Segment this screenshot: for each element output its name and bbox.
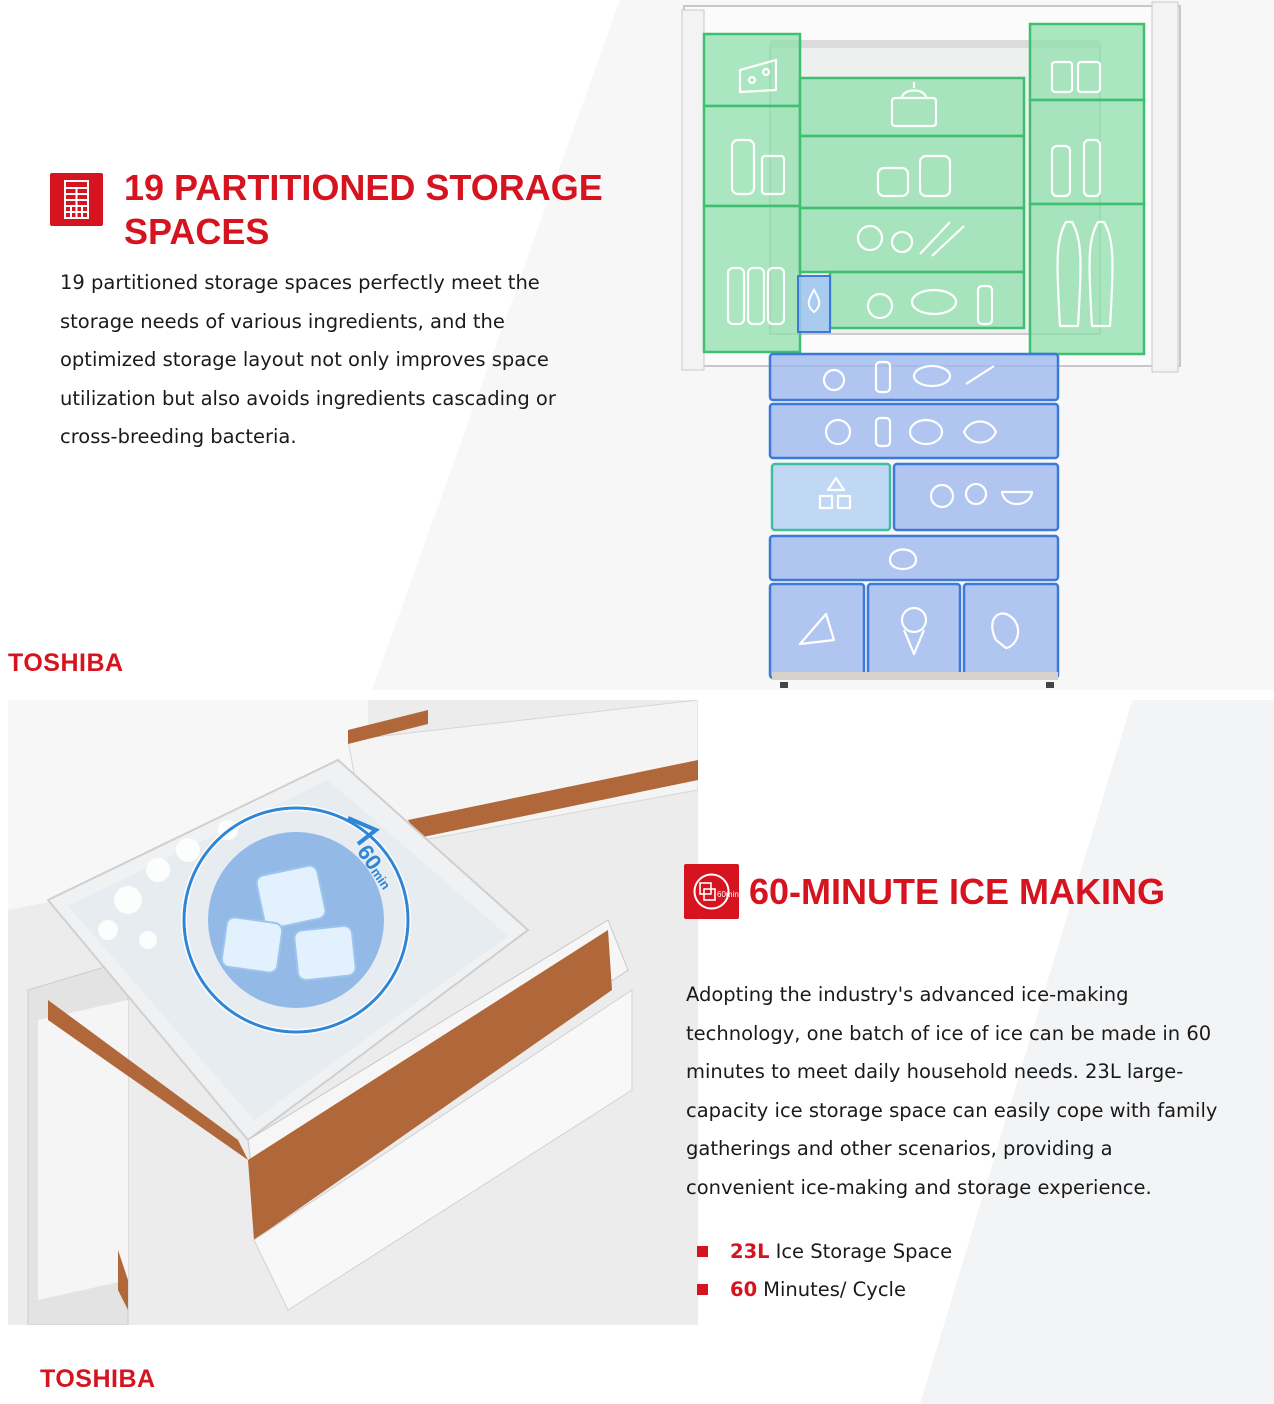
ice-drawer-photo	[8, 700, 698, 1325]
fridge-compartments-diagram	[680, 0, 1200, 690]
fridge-zone-chiller	[830, 272, 1024, 328]
fridge-zone-shelf-1	[800, 78, 1024, 136]
section-title	[124, 166, 603, 254]
description-line: utilization but also avoids ingredients cascading or	[60, 386, 556, 410]
timer-badge-number: 60	[352, 840, 387, 875]
bullet-text: Ice Storage Space	[775, 1240, 953, 1263]
feature-bullet	[697, 1240, 952, 1263]
fridge-zone-door-right-2	[1030, 100, 1144, 204]
water-tank-zone	[798, 276, 830, 332]
fridge-zone-shelf-2	[800, 136, 1024, 208]
description-line: capacity ice storage space can easily cope with family	[686, 1098, 1218, 1122]
timer-badge-unit: min	[368, 864, 394, 893]
freezer-zone-5	[770, 584, 864, 678]
partition-grid-icon	[50, 173, 103, 226]
title-line-1: 19 PARTITIONED STORAGE	[124, 167, 603, 208]
fridge-zone-door-left-1	[704, 34, 800, 106]
bullet-highlight: 60	[730, 1278, 758, 1301]
section-title: 60-MINUTE ICE MAKING	[749, 871, 1166, 912]
description-line: minutes to meet daily household needs. 23L large-	[686, 1060, 1184, 1083]
description-line: 19 partitioned storage spaces perfectly meet the	[60, 271, 540, 294]
feature-bullet	[697, 1278, 906, 1301]
description-line: technology, one batch of ice of ice can be made in 60	[686, 1021, 1212, 1045]
partitioned-storage-section	[0, 0, 1274, 690]
freezer-zone-2	[770, 404, 1058, 458]
freezer-zone-7	[964, 584, 1058, 678]
description-line: gatherings and other scenarios, providing a	[686, 1137, 1113, 1160]
fridge-zone-door-right-3	[1030, 204, 1144, 354]
ice-timer-icon	[684, 864, 739, 919]
freezer-zone-3	[894, 464, 1058, 530]
bullet-marker	[697, 1284, 708, 1295]
description-line: Adopting the industry's advanced ice-making	[686, 983, 1129, 1006]
section-description	[60, 264, 600, 457]
toshiba-logo: TOSHIBA	[40, 1365, 156, 1393]
section-description	[686, 976, 1246, 1207]
freezer-zone-4	[770, 536, 1058, 580]
bullet-highlight: 23L	[730, 1240, 770, 1263]
description-line: convenient ice-making and storage experience.	[686, 1175, 1152, 1199]
description-line: storage needs of various ingredients, and the	[60, 309, 505, 333]
ice-timer-icon-label: 60min	[717, 890, 739, 899]
bullet-marker	[697, 1246, 708, 1257]
ice-making-section	[0, 700, 1274, 1404]
title-line-2: SPACES	[124, 211, 270, 252]
description-line: cross-breeding bacteria.	[60, 425, 297, 448]
description-line: optimized storage layout not only improves space	[60, 348, 549, 371]
bullet-text: Minutes/ Cycle	[763, 1278, 906, 1301]
toshiba-logo: TOSHIBA	[8, 649, 124, 677]
fridge-zone-door-left-3	[704, 206, 800, 352]
